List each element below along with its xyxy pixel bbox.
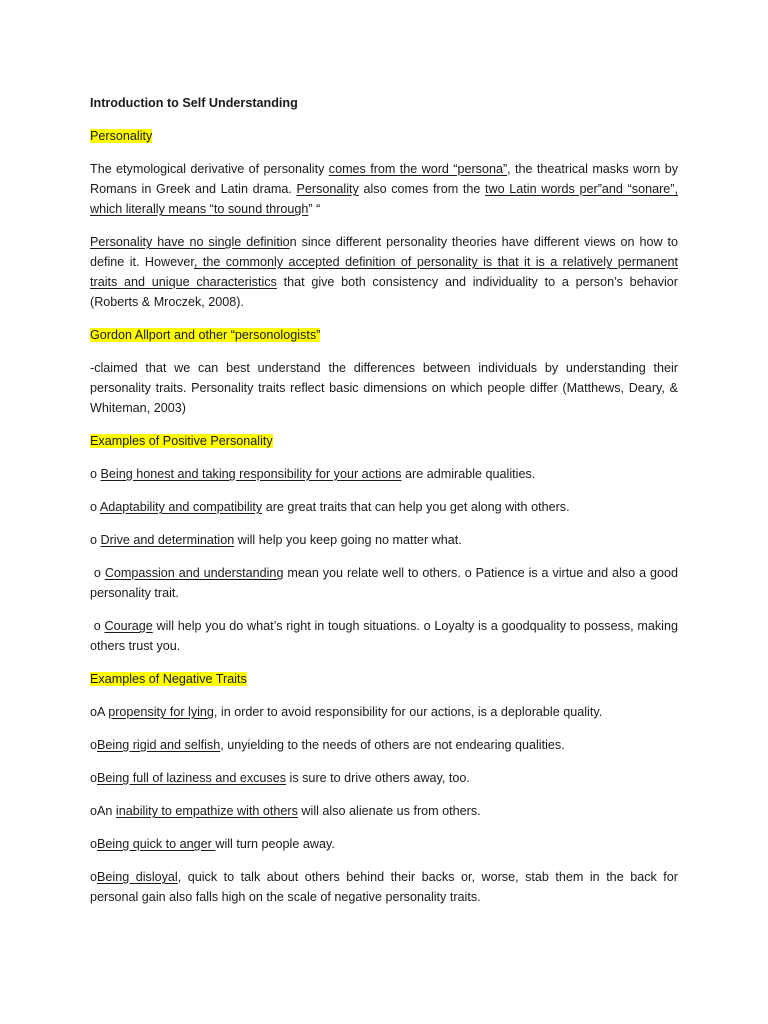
text-run: , unyielding to the needs of others are not endearing qualities.	[220, 738, 565, 752]
underlined-text: , the commonly accepted definition of personality is that it is a relatively permanent traits and unique characteristics	[90, 255, 678, 289]
text-run: mean you relate well to others. o Patience is a virtue and also a good personality trait.	[90, 566, 678, 600]
text-run: is sure to drive others away, too.	[286, 771, 470, 785]
bullet-marker: o	[90, 771, 98, 785]
list-item-negative-5	[90, 834, 678, 854]
text-run: will help you keep going no matter what.	[234, 533, 462, 547]
list-item-negative-6	[90, 867, 678, 907]
bullet-marker: oAn	[90, 804, 116, 818]
underlined-text: Personality have no single definitio	[90, 235, 290, 249]
list-item-negative-2	[90, 735, 678, 755]
list-item-positive-3	[90, 530, 678, 550]
underlined-text: Being disloyal	[97, 870, 178, 884]
underlined-text: Adaptability and compatibility	[99, 500, 263, 514]
underlined-text: Being quick to anger	[97, 837, 216, 851]
underlined-text: Being rigid and selfish	[97, 738, 221, 752]
bullet-marker: o	[90, 837, 98, 851]
text-run: The etymological derivative of personality	[90, 162, 329, 176]
text-run: , quick to talk about others behind their backs or, worse, stab them in the back for personal gain also falls high on the scale of negative personality traits.	[90, 870, 678, 904]
list-item-negative-3	[90, 768, 678, 788]
underlined-text: inability to empathize with others	[115, 804, 298, 818]
list-item-positive-1	[90, 464, 678, 484]
text-run: will help you do what’s right in tough situations. o Loyalty is a goodquality to possess, making others trust you.	[90, 619, 678, 653]
underlined-text: two Latin words per”and “sonare”, which literally means “to sound through	[90, 182, 678, 216]
text-run: , the theatrical masks worn by Romans in Greek and Latin drama.	[90, 162, 678, 196]
list-item-positive-5	[90, 616, 678, 656]
text-run: are great traits that can help you get along with others.	[262, 500, 570, 514]
bullet-marker: o	[90, 566, 105, 580]
bullet-marker: oA	[90, 705, 109, 719]
text-run: will turn people away.	[215, 837, 335, 851]
section-heading-allport	[90, 325, 678, 345]
paragraph-etymology	[90, 159, 678, 219]
bullet-marker: o	[90, 738, 98, 752]
underlined-text: Compassion and understanding	[104, 566, 284, 580]
bullet-marker: o	[90, 467, 101, 481]
text-run: ” “	[308, 202, 321, 216]
highlighted-heading: Examples of Negative Traits	[90, 672, 247, 686]
paragraph-definition	[90, 232, 678, 312]
text-run: also comes from the	[358, 182, 486, 196]
bullet-marker: o	[90, 500, 100, 514]
bullet-marker: o	[90, 533, 101, 547]
section-heading-negative	[90, 669, 678, 689]
highlighted-heading: Examples of Positive Personality	[90, 434, 273, 448]
highlighted-heading: Personality	[90, 129, 153, 143]
text-run: will also alienate us from others.	[297, 804, 481, 818]
underlined-text: Personality	[296, 182, 359, 196]
section-heading-positive	[90, 431, 678, 451]
underlined-text: Being honest and taking responsibility for your actions	[100, 467, 402, 481]
list-item-positive-4	[90, 563, 678, 603]
text-run: are admirable qualities.	[401, 467, 536, 481]
underlined-text: Being full of laziness and excuses	[97, 771, 287, 785]
underlined-text: comes from the word “persona”	[328, 162, 508, 176]
highlighted-heading: Gordon Allport and other “personologists”	[90, 328, 321, 342]
list-item-positive-2	[90, 497, 678, 517]
underlined-text: propensity for lying	[108, 705, 214, 719]
paragraph-allport: -claimed that we can best understand the differences between individuals by understanding their personality traits. Personality traits reflect basic dimensions on which people differ (Matthews, Deary, & Whiteman, 2003)	[90, 361, 678, 415]
document-title: Introduction to Self Understanding	[90, 96, 298, 110]
list-item-negative-4	[90, 801, 678, 821]
bullet-marker: o	[90, 619, 105, 633]
section-heading-personality	[90, 126, 678, 146]
text-run: , in order to avoid responsibility for our actions, is a deplorable quality.	[213, 705, 603, 719]
underlined-text: Drive and determination	[100, 533, 235, 547]
text-run: that give both consistency and individuality to a person’s behavior (Roberts & Mroczek, 2008).	[90, 275, 678, 309]
list-item-negative-1	[90, 702, 678, 722]
bullet-marker: o	[90, 870, 98, 884]
text-run: n since different personality theories have different views on how to define it. However	[90, 235, 678, 269]
underlined-text: Courage	[104, 619, 153, 633]
